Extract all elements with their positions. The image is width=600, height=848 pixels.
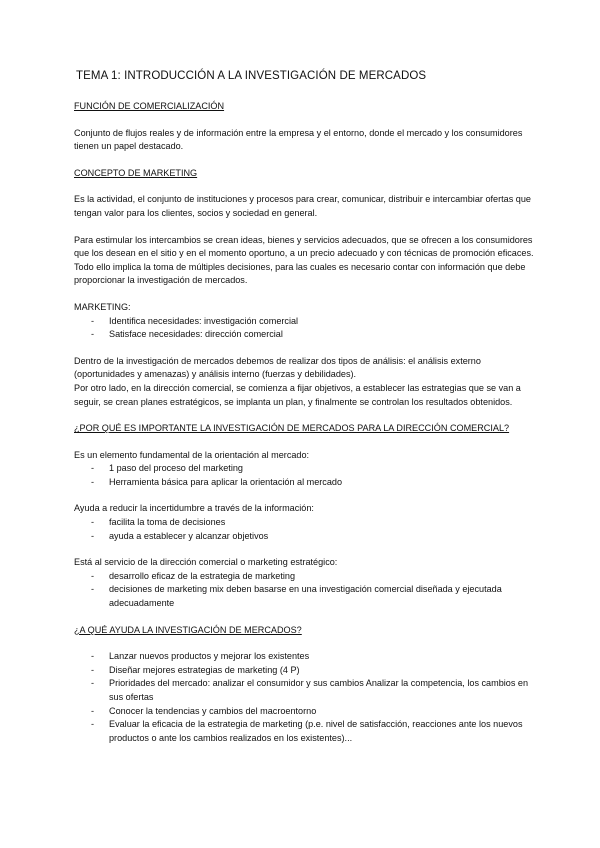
list-item: - Identifica necesidades: investigación comercial	[74, 315, 534, 329]
list-item: - 1 paso del proceso del marketing	[74, 462, 534, 476]
list-label: Ayuda a reducir la incertidumbre a través de la información:	[74, 503, 314, 514]
list-label: Es un elemento fundamental de la orientación al mercado:	[74, 449, 310, 460]
list-label: MARKETING:	[74, 301, 131, 312]
list-item: - facilita la toma de decisiones	[74, 516, 534, 530]
paragraph: Es la actividad, el conjunto de instituciones y procesos para crear, comunicar, distribuir e intercambiar ofertas que tengan valor para los clientes, socios y sociedad en general.	[74, 194, 531, 218]
list-item: - Herramienta básica para aplicar la orientación al mercado	[74, 476, 534, 490]
paragraph: Dentro de la investigación de mercados debemos de realizar dos tipos de análisis: el análisis externo (oportunidades y amenazas) y análisis interno (fuerzas y debilidades).	[74, 355, 481, 380]
list-label: Está al servicio de la dirección comercial o marketing estratégico:	[74, 557, 338, 568]
list-item: - Prioridades del mercado: analizar el consumidor y sus cambios Analizar la competencia, los cambios en sus ofertas	[74, 677, 534, 704]
list-item: - Satisface necesidades: dirección comercial	[74, 328, 534, 342]
document-body	[74, 100, 534, 745]
section-heading-comercializacion: FUNCIÓN DE COMERCIALIZACIÓN	[74, 101, 225, 111]
help-list	[74, 650, 534, 745]
list-item: - Lanzar nuevos productos y mejorar los existentes	[74, 650, 534, 664]
importance-list-3	[74, 570, 534, 611]
paragraph: Conjunto de flujos reales y de información entre la empresa y el entorno, donde el mercado y los consumidores tienen un papel destacado.	[74, 127, 523, 152]
importance-list-2	[74, 516, 534, 543]
list-item: - Conocer la tendencias y cambios del macroentorno	[74, 705, 534, 719]
list-item: - desarrollo eficaz de la estrategia de marketing	[74, 570, 534, 584]
page-title: TEMA 1: INTRODUCCIÓN A LA INVESTIGACIÓN DE MERCADOS	[76, 70, 427, 82]
list-item: - Evaluar la eficacia de la estrategia de marketing (p.e. nivel de satisfacción, reacciones ante los nuevos productos o ante los cambios realizados en los existentes)...	[74, 718, 534, 745]
section-heading-marketing: CONCEPTO DE MARKETING	[74, 167, 198, 178]
importance-list-1	[74, 462, 534, 489]
section-heading-importancia: ¿POR QUÉ ES IMPORTANTE LA INVESTIGACIÓN DE MERCADOS PARA LA DIRECCIÓN COMERCIAL?	[74, 423, 510, 434]
list-item: - decisiones de marketing mix deben basarse en una investigación comercial diseñada y ejecutada adecuadamente	[74, 583, 534, 610]
list-item: - ayuda a establecer y alcanzar objetivos	[74, 530, 534, 544]
paragraph: Por otro lado, en la dirección comercial, se comienza a fijar objetivos, a establecer las estrategias que se van a seguir, se crean planes estratégicos, se implanta un plan, y finalmente se controlan los resultados obtenidos.	[74, 382, 521, 407]
section-heading-ayuda: ¿A QUÉ AYUDA LA INVESTIGACIÓN DE MERCADOS?	[74, 624, 302, 635]
paragraph: Para estimular los intercambios se crean ideas, bienes y servicios adecuados, que se ofrecen a los consumidores que los desean en el sitio y en el momento oportuno, a un precio adecuado y con técnicas de promoción eficaces. Todo ello implica la toma de múltiples decisiones, para las cuales es necesario contar con información que debe proporcionar la investigación de mercados.	[74, 234, 534, 286]
marketing-list	[74, 315, 534, 342]
list-item: - Diseñar mejores estrategias de marketing (4 P)	[74, 664, 534, 678]
